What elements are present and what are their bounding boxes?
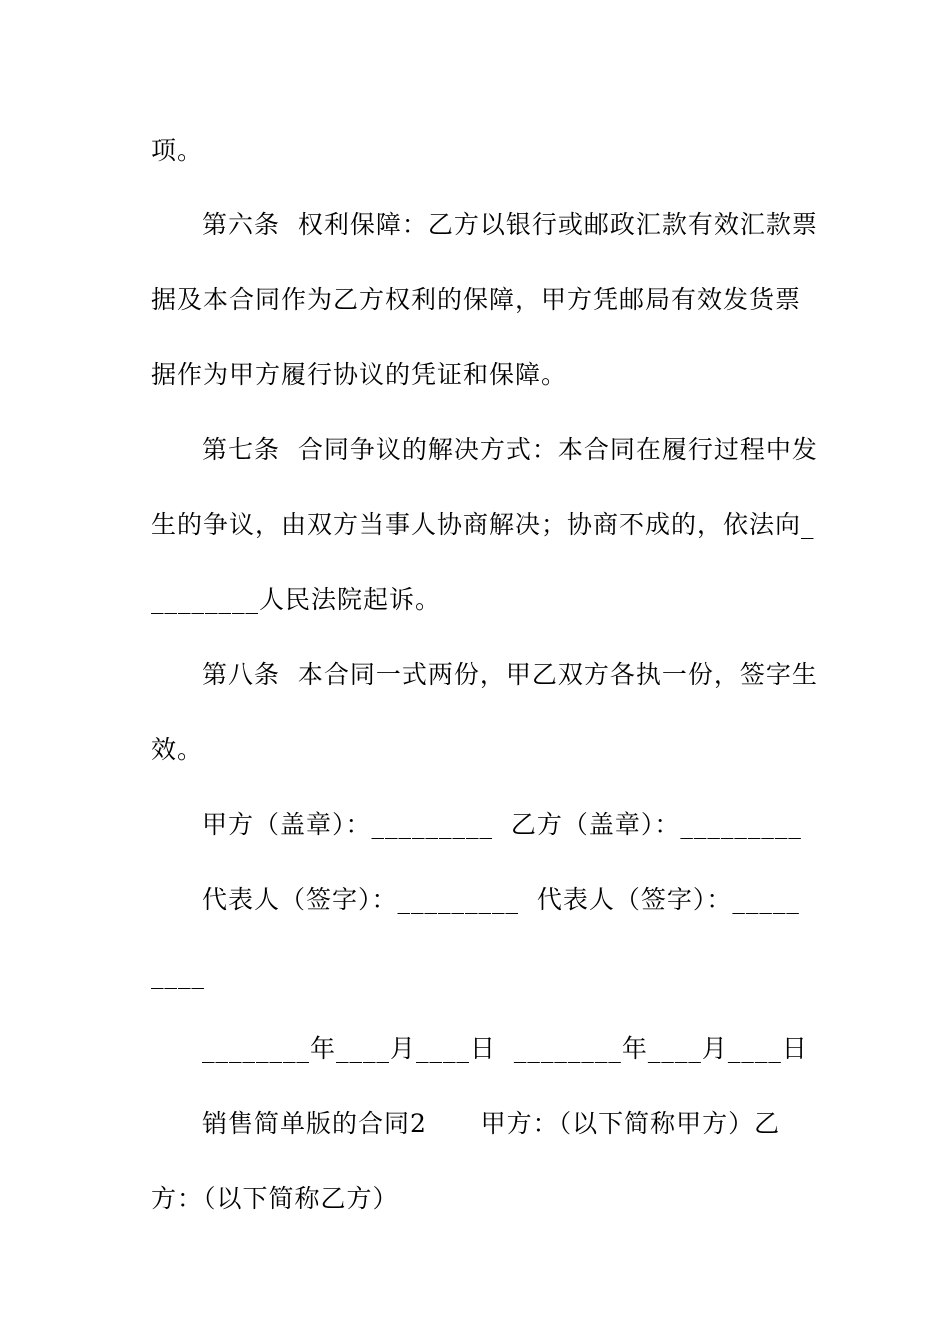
clause-6-line-2: 据及本合同作为乙方权利的保障，甲方凭邮局有效发货票 [151,285,802,314]
seal-line: 甲方（盖章）：_________ 乙方（盖章）：_________ [202,810,802,839]
contract-2-party-line: 方：（以下简称乙方） [151,1184,399,1213]
clause-8-line-2: 效。 [151,735,204,764]
clause-7-line-3: ________人民法院起诉。 [151,585,442,614]
representative-line-cont: ____ [151,960,205,989]
text-line-1: 项。 [151,136,204,165]
date-line: ________年____月____日 ________年____月____日 [202,1034,808,1063]
clause-8-line-1: 第八条 本合同一式两份，甲乙双方各执一份，签字生 [202,660,818,689]
contract-2-heading-line: 销售简单版的合同2 甲方：（以下简称甲方）乙 [202,1109,781,1138]
clause-7-line-1: 第七条 合同争议的解决方式：本合同在履行过程中发 [202,435,818,464]
representative-line: 代表人（签字）：_________ 代表人（签字）：_____ [202,885,800,914]
clause-7-line-2: 生的争议，由双方当事人协商解决；协商不成的，依法向_ [151,510,815,539]
clause-6-line-1: 第六条 权利保障：乙方以银行或邮政汇款有效汇款票 [202,210,818,239]
clause-6-line-3: 据作为甲方履行协议的凭证和保障。 [151,360,568,389]
